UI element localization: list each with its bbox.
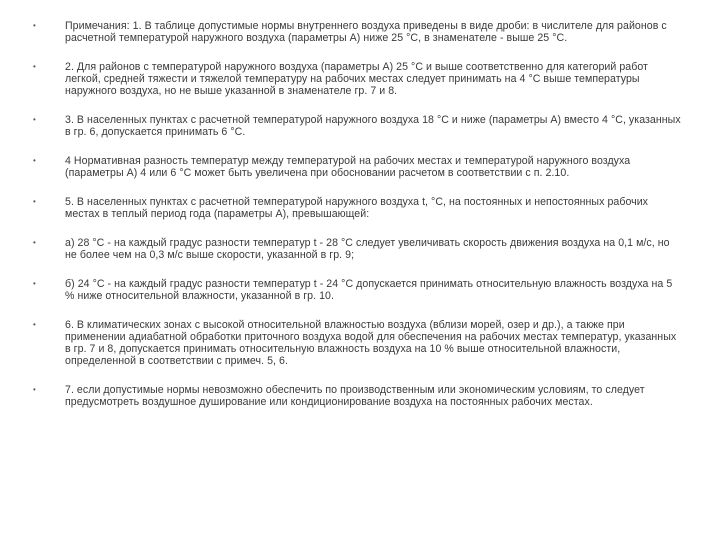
bullet-icon: • xyxy=(33,320,36,329)
note-text-5b: б) 24 °С - на каждый градус разности температур t - 24 °С допускается принимать относительную влажность воздуха на 5 % ниже относительной влажности, указанной в гр. 10. xyxy=(65,278,673,302)
note-text-6: 6. В климатических зонах с высокой относительной влажностью воздуха (вблизи морей, озер и др.), а также при применении адиабатной обработки приточного воздуха водой для обеспечения на рабочих местах температур, указанных в гр. 7 и 8, допускается принимать относительную влажность воздуха на 10 % выше относительной влажности, определенной в соответствии с примеч. 5, 6. xyxy=(65,319,677,367)
note-item-7 xyxy=(33,384,683,408)
note-item-4 xyxy=(33,155,683,179)
bullet-icon: • xyxy=(33,115,36,124)
bullet-icon: • xyxy=(33,238,36,247)
notes-list xyxy=(33,20,683,408)
note-text-5: 5. В населенных пунктах с расчетной температурой наружного воздуха t, °С, на постоянных и непостоянных рабочих местах в теплый период года (параметры А), превышающей: xyxy=(65,196,649,220)
note-item-6 xyxy=(33,319,683,367)
note-item-5 xyxy=(33,196,683,220)
note-item-1 xyxy=(33,20,683,44)
bullet-icon: • xyxy=(33,156,36,165)
note-text-1: Примечания: 1. В таблице допустимые нормы внутреннего воздуха приведены в виде дроби: в числителе для районов с расчетной температурой наружного воздуха (параметры А) ниже 25 °С, в знаменателе - выше 25 °С. xyxy=(65,20,667,44)
bullet-icon: • xyxy=(33,279,36,288)
bullet-icon: • xyxy=(33,21,36,30)
bullet-icon: • xyxy=(33,385,36,394)
note-item-3 xyxy=(33,114,683,138)
note-item-5a xyxy=(33,237,683,261)
note-item-2 xyxy=(33,61,683,97)
bullet-icon: • xyxy=(33,197,36,206)
note-text-4: 4 Нормативная разность температур между температурой на рабочих местах и температурой наружного воздуха (параметры А) 4 или 6 °С может быть увеличена при обосновании расчетом в соответствии с п. 2.10. xyxy=(65,155,631,179)
bullet-icon: • xyxy=(33,62,36,71)
note-text-2: 2. Для районов с температурой наружного воздуха (параметры А) 25 °С и выше соответственно для категорий работ легкой, средней тяжести и тяжелой температуру на рабочих местах следует принимать на 4 °С выше температуры наружного воздуха, но не выше указанной в знаменателе гр. 7 и 8. xyxy=(65,61,648,97)
note-text-5a: а) 28 °С - на каждый градус разности температур t - 28 °С следует увеличивать скорость движения воздуха на 0,1 м/с, но не более чем на 0,3 м/с выше скорости, указанной в гр. 9; xyxy=(65,237,670,261)
note-text-3: 3. В населенных пунктах с расчетной температурой наружного воздуха 18 °С и ниже (параметры А) вместо 4 °С, указанных в гр. 6, допускается принимать 6 °С. xyxy=(65,114,681,138)
note-text-7: 7. если допустимые нормы невозможно обеспечить по производственным или экономическим условиям, то следует предусмотреть воздушное душирование или кондиционирование воздуха на постоянных рабочих местах. xyxy=(65,384,645,408)
note-item-5b xyxy=(33,278,683,302)
